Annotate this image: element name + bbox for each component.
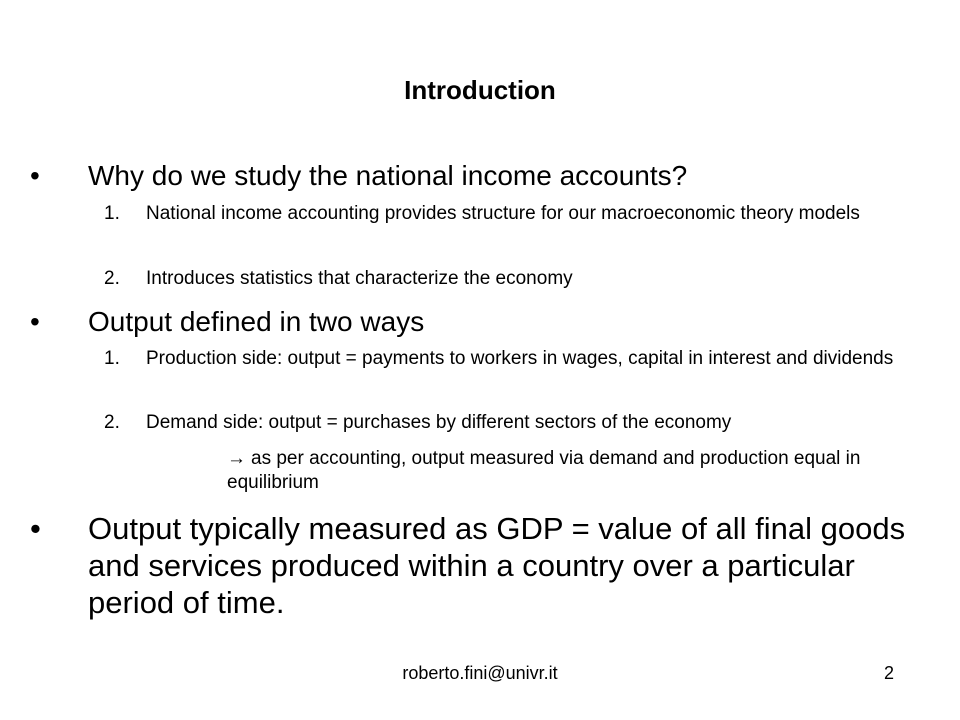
list-item-number: 1.	[104, 203, 120, 224]
list-item-number: 2.	[104, 412, 120, 433]
list-item-text: National income accounting provides structure for our macroeconomic theory models	[146, 203, 860, 224]
bullet-text: Output defined in two ways	[88, 306, 425, 337]
equilibrium-note	[227, 447, 887, 495]
list-item-text: Introduces statistics that characterize the economy	[146, 268, 573, 289]
bullet-marker: •	[30, 511, 41, 546]
slide-title: Introduction	[404, 75, 556, 105]
footer-email: roberto.fini@univr.it	[402, 663, 558, 683]
list-item-number: 1.	[104, 348, 120, 369]
bullet-marker: •	[30, 160, 40, 191]
page-number: 2	[884, 663, 895, 683]
list-item-text: Demand side: output = purchases by different sectors of the economy	[146, 412, 732, 433]
bullet-marker: •	[30, 306, 40, 337]
bullet-text: Why do we study the national income accounts?	[88, 160, 688, 191]
list-item-number: 2.	[104, 268, 120, 289]
bullet-text: Output typically measured as GDP = value of all final goods and services produced within a country over a particular period of time.	[88, 511, 906, 620]
list-item-text: Production side: output = payments to workers in wages, capital in interest and dividends	[146, 348, 894, 369]
note-text: as per accounting, output measured via demand and production equal in equilibrium	[227, 448, 861, 493]
right-arrow-icon: →	[227, 448, 246, 469]
